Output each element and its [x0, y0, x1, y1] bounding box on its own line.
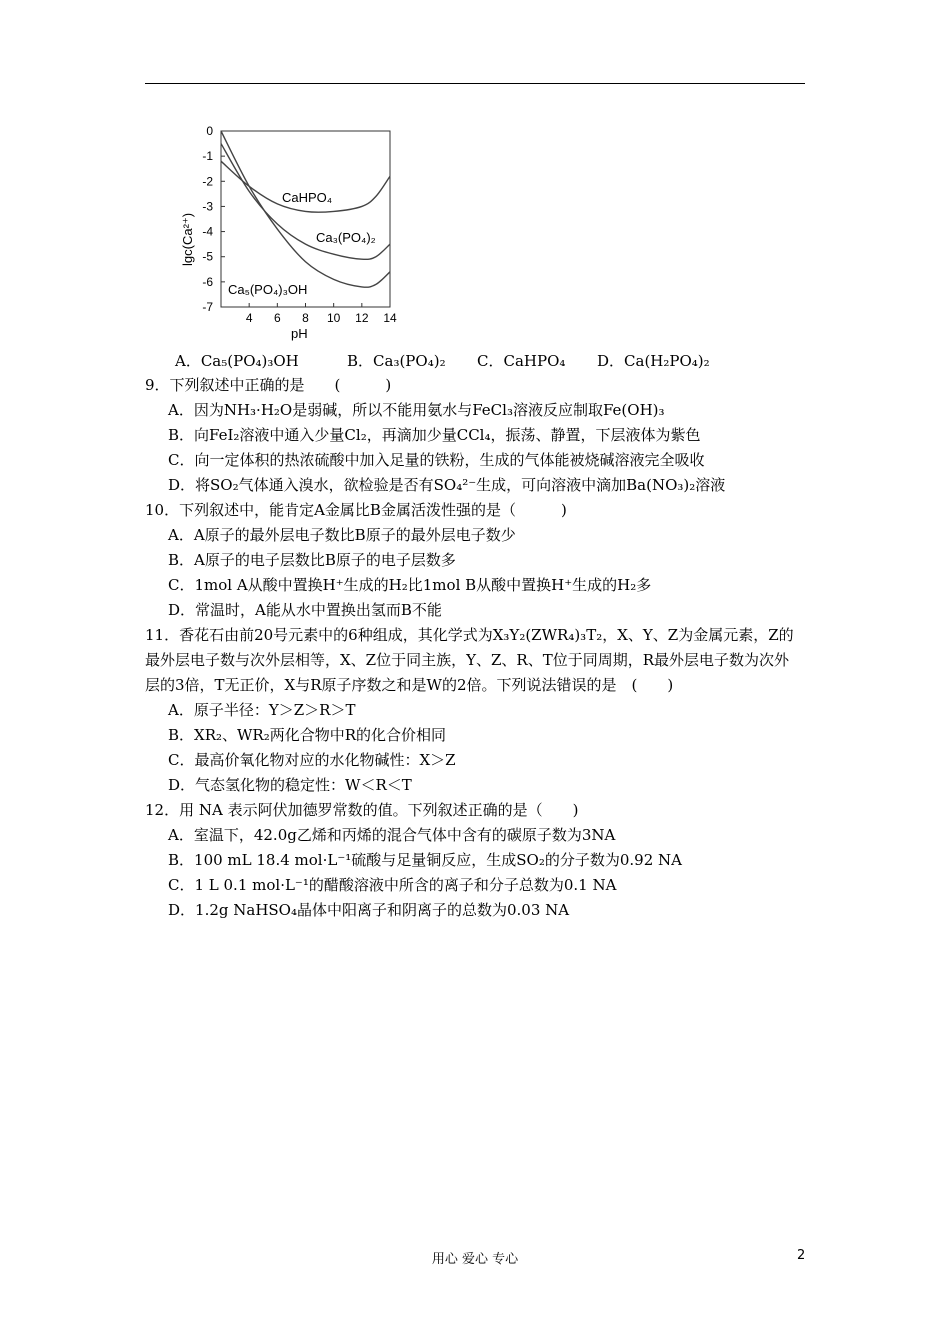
q11-option-b: B．XR₂、WR₂两化合物中R的化合价相同	[168, 726, 447, 744]
q9-option-d: D．将SO₂气体通入溴水，欲检验是否有SO₄²⁻生成，可向溶液中滴加Ba(NO₃)₂溶液	[168, 476, 726, 494]
q9-option-b: B．向FeI₂溶液中通入少量Cl₂，再滴加少量CCl₄，振荡、静置，下层液体为紫色	[168, 426, 701, 444]
page-footer: 用心 爱心 专心	[431, 1252, 519, 1267]
q8-option-b: B．Ca₃(PO₄)₂	[347, 352, 446, 370]
curve-ca5po43oh	[221, 131, 390, 287]
q12-option-b: B．100 mL 18.4 mol·L⁻¹硫酸与足量铜反应，生成SO₂的分子数为0.92 NA	[168, 851, 682, 869]
chart-axes	[221, 131, 390, 307]
q11-stem-line2: 最外层电子数与次外层相等，X、Z位于同主族，Y、Z、R、T位于同周期，R最外层电子数为次外	[145, 651, 790, 669]
series-label-ca5po43oh: Ca₅(PO₄)₃OH	[228, 282, 308, 297]
q11-option-c: C．最高价氧化物对应的水化物碱性：X＞Z	[168, 751, 456, 769]
header-rule	[145, 83, 805, 84]
y-tick-label: -1	[202, 149, 213, 164]
x-tick-label: 12	[355, 311, 369, 325]
y-tick-label: -5	[202, 249, 213, 264]
y-tick-label: -2	[202, 174, 213, 189]
q12-option-a: A．室温下，42.0g乙烯和丙烯的混合气体中含有的碳原子数为3NA	[168, 826, 616, 844]
x-tick-label: 14	[383, 311, 397, 325]
x-tick-label: 8	[302, 311, 309, 325]
q10-option-b: B．A原子的电子层数比B原子的电子层数多	[168, 551, 456, 569]
q11-stem-line3: 层的3倍，T无正价，X与R原子序数之和是W的2倍。下列说法错误的是 ( )	[145, 676, 674, 694]
x-axis-label: pH	[291, 326, 308, 341]
q12-stem: 12．用 NA 表示阿伏加德罗常数的值。下列叙述正确的是（ )	[145, 801, 579, 819]
x-tick-label: 6	[273, 311, 281, 325]
q9-stem: 9．下列叙述中正确的是 ( )	[145, 376, 392, 394]
page-number: 2	[797, 1248, 806, 1263]
q8-option-d: D．Ca(H₂PO₄)₂	[597, 352, 710, 370]
series-label-ca3po42: Ca₃(PO₄)₂	[316, 230, 376, 245]
q8-option-a: A．Ca₅(PO₄)₃OH	[175, 352, 299, 370]
q11-stem-line1: 11．香花石由前20号元素中的6种组成，其化学式为X₃Y₂(ZWR₄)₃T₂，X、Y、Z为金属元素，Z的	[145, 626, 794, 644]
q9-option-a: A．因为NH₃·H₂O是弱碱，所以不能用氨水与FeCl₃溶液反应制取Fe(OH)₃	[168, 401, 665, 419]
q8-option-c: C．CaHPO₄	[477, 352, 566, 370]
y-ticks	[202, 124, 225, 314]
q10-option-a: A．A原子的最外层电子数比B原子的最外层电子数少	[168, 526, 516, 544]
q10-option-c: C．1mol A从酸中置换H⁺生成的H₂比1mol B从酸中置换H⁺生成的H₂多	[168, 576, 652, 594]
x-ticks	[246, 303, 397, 325]
q11-option-d: D．气态氢化物的稳定性：W＜R＜T	[168, 776, 412, 794]
solubility-chart	[170, 118, 410, 346]
y-tick-label: -6	[202, 274, 213, 289]
y-tick-label: -7	[202, 300, 213, 314]
y-axis-label: lgc(Ca²⁺)	[180, 212, 195, 266]
q11-option-a: A．原子半径：Y＞Z＞R＞T	[168, 701, 356, 719]
q10-option-d: D．常温时，A能从水中置换出氢而B不能	[168, 601, 442, 619]
q8-options	[175, 349, 710, 374]
q12-option-d: D．1.2g NaHSO₄晶体中阳离子和阴离子的总数为0.03 NA	[168, 901, 570, 919]
y-tick-label: -4	[202, 224, 213, 239]
plot-frame	[221, 131, 390, 307]
y-tick-label: 0	[206, 124, 213, 138]
q10-stem: 10．下列叙述中，能肯定A金属比B金属活泼性强的是（ )	[145, 501, 567, 519]
q12-option-c: C．1 L 0.1 mol·L⁻¹的醋酸溶液中所含的离子和分子总数为0.1 NA	[168, 876, 617, 894]
y-tick-label: -3	[202, 199, 213, 214]
x-tick-label: 4	[245, 311, 253, 325]
chart-curves	[221, 131, 390, 287]
q9-option-c: C．向一定体积的热浓硫酸中加入足量的铁粉，生成的气体能被烧碱溶液完全吸收	[168, 451, 705, 469]
series-label-cahpo4: CaHPO₄	[282, 190, 333, 205]
x-tick-label: 10	[326, 311, 341, 325]
